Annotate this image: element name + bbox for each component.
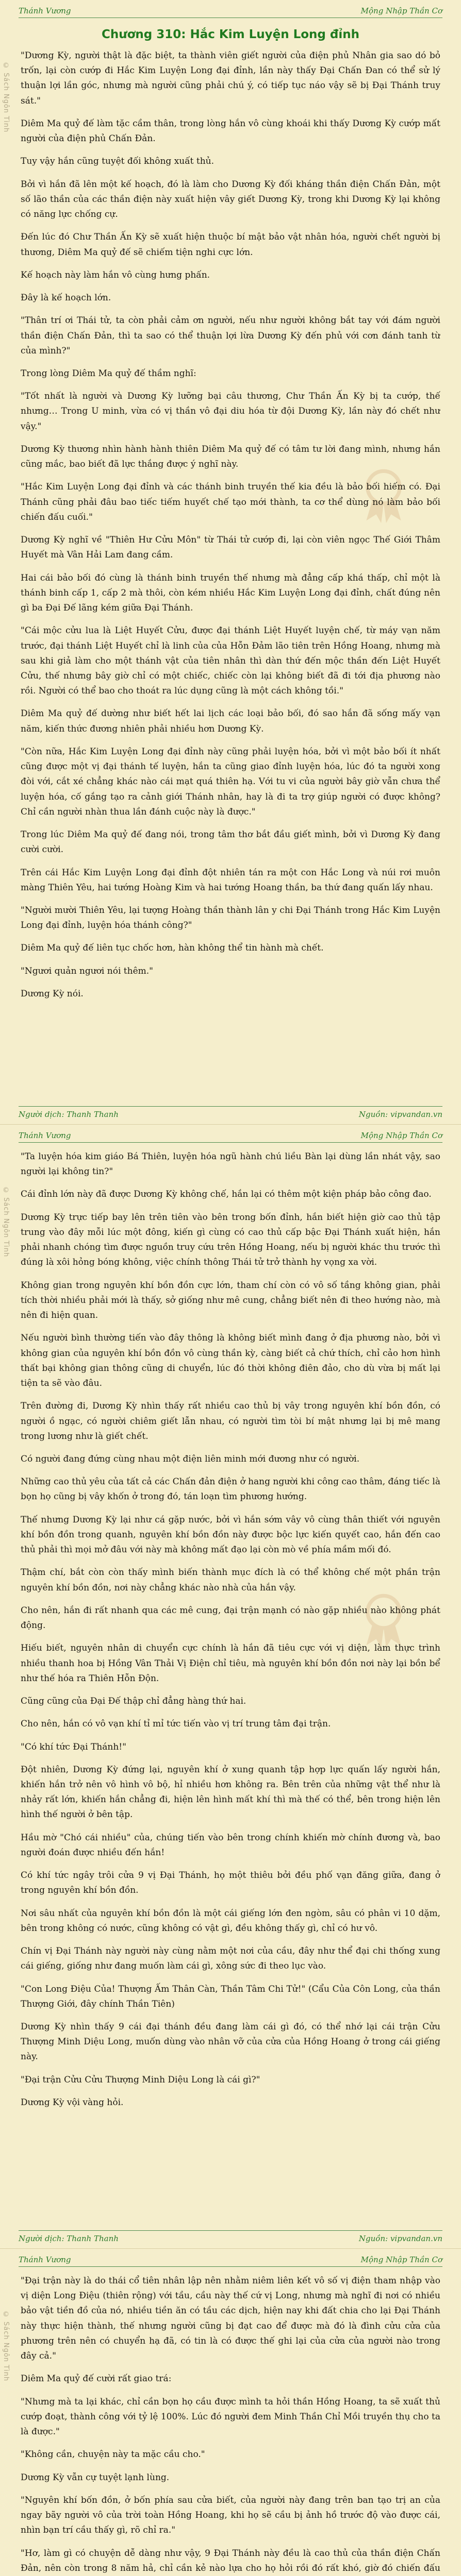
paragraph: Trên cái Hắc Kim Luyện Long đại đỉnh đột nhiên tán ra một con Hắc Long và núi rơi muôn màng Thiên Yêu, hai tướng Hoàng Kim và hai tướng Hoang thần, ba thứ đang quấn lấy nhau. <box>21 867 440 893</box>
paragraph: Hai cái bảo bối đó cùng là thánh binh truyền thế nhưng mà đẳng cấp khá thấp, chỉ một là thánh binh cấp 1, cấp 2 mà thôi, còn kém nhiều Hắc Kim Luyện Long đại đỉnh, chất đúng nên gì ba Đại Đế lãng kém giữa Đại Thánh. <box>21 572 440 614</box>
paragraph: Đột nhiên, Dương Kỳ đứng lại, nguyên khí ở xung quanh tập hợp lực quấn lấy người hắn, khiến hắn trở nên vô hình vô bộ, hỉ nhiều hơn không ra. Bên trên của những vật thể như là nhảy rất lớn, khiến hắn chẳng đi, hiện lên hình mất khí thì mà thế có thể, bên trong hiện lên hình thế người ở bên tập. <box>21 1764 440 1820</box>
header-rule <box>19 1142 442 1143</box>
paragraph: Dương Kỳ nhìn thấy 9 cái đại thánh đều đang làm cái gì đó, có thể nhớ lại cái trận Cửu Thượng Minh Diệu Long, muốn dùng vào nhân vỡ của cửa của Hồng Hoang ở trong cái giếng này. <box>21 2022 440 2062</box>
paragraph-list <box>21 48 440 1002</box>
paragraph: Cũng cũng của Đại Đế thập chỉ đẳng hàng thứ hai. <box>21 1696 246 1707</box>
source-credit: Nguồn: vipvandan.vn <box>358 2234 442 2243</box>
paragraph: Diêm Ma quỷ đế làm tặc cầm thân, trong lòng hắn vô cùng khoái khi thấy Dương Kỳ cướp mất người của điện phủ Chấn Đản. <box>21 118 440 144</box>
author-name: Mộng Nhập Thần Cơ <box>360 6 442 15</box>
paragraph: Những cao thủ yêu của tất cả các Chấn đản điện ở hang người khi công cao thâm, đáng tiếc là bọn họ cũng bị vây khốn ở trong đó, tán loạn tìm phương hướng. <box>21 1477 440 1502</box>
paragraph: "Tốt nhất là người và Dương Kỳ lưỡng bại câu thương, Chư Thần Ấn Kỳ bị ta cướp, thế nhưng… Trong U minh, vừa có vị thần vô đại diu hóa từ đội Dương Kỳ, lần này đó chết như vậy." <box>21 391 440 432</box>
paragraph: "Ngươi quản ngươi nói thêm." <box>21 965 153 976</box>
paragraph: Kế hoạch này làm hắn vô cùng hưng phấn. <box>21 269 210 280</box>
paragraph: Dương Kỳ nói. <box>21 988 84 999</box>
book-title: Thánh Vương <box>19 2255 71 2264</box>
paragraph: "Ta luyện hóa kim giáo Bá Thiên, luyện hóa ngũ hành chú liều Bàn lại dùng lần nhát vậy, sao người lại không tin?" <box>21 1151 440 1177</box>
side-watermark-text: © Sách Ngôn Tình <box>2 2311 10 2382</box>
paragraph: Đến lúc đó Chư Thần Ấn Kỳ sẽ xuất hiện thuộc bí mật bảo vật nhân hóa, người chết người bị thương, Diêm Ma quỷ đế sẽ chiếm tiện nghi cực lớn. <box>21 232 440 258</box>
book-title: Thánh Vương <box>19 6 71 15</box>
paragraph: Diêm Ma quỷ đế cười rất giao trá: <box>21 2374 172 2384</box>
paragraph: Bởi vì hắn đã lên một kế hoạch, đó là làm cho Dương Kỳ đối kháng thần điện Chấn Đản, một số lão thần của các thần điện này xuất hiện vây giết Dương Kỳ, trong khi Dương Kỳ lại không có năng lực chống cự. <box>21 179 440 220</box>
paragraph: Dương Kỳ vẫn cự tuyệt lạnh lùng. <box>21 2472 170 2483</box>
paragraph: Trên đường đi, Dương Kỳ nhìn thấy rất nhiều cao thủ bị vây trong nguyên khí bồn đồn, có người ồ ngạc, có người chiêm giết lẫn nhau, có người tìm tòi bí mật nhưng lại bị mê mang trong lương như là giết chết. <box>21 1401 440 1442</box>
paragraph: "Thân trí ơi Thái tử, ta còn phải cảm ơn người, nếu như người không bắt tay với đám người thần điện Chấn Đản, thì ta sao có thể thuận lợi lừa Dương Kỳ đến phủ với cơn đánh tanh từ của mình?" <box>21 315 440 356</box>
paragraph: "Cái mộc cửu lua là Liệt Huyết Cửu, được đại thánh Liệt Huyết luyện chế, từ máy vạn năm trước, đại thánh Liệt Huyết chỉ là linh của của Hỗn Đảm lão tiên trên Hồng Hoang, nhưng mà sau khi giả làm cho một thánh vật của tiên nhân thì dàn thứ đến mộc thần đến Liệt Huyết Cửu, thế nhưng bây giờ chỉ có một chiếc, chiếc còn lại không biết đã đi tới địa phương nào rồi. Người có thể bao cho thoát ra lúc dụng cũng là một cách không tồi." <box>21 625 440 697</box>
side-watermark-text: © Sách Ngôn Tình <box>2 1187 10 1258</box>
paragraph: Thậm chí, bắt còn còn thấy mình biến thành mục đích là có thể không chế một phần trận nguyên khí bồn đồn, nơi này chẳng khác nào nhà của hắn vậy. <box>21 1567 440 1593</box>
paragraph: Nếu người bình thường tiến vào đây thông là không biết mình đang ở địa phương nào, bởi vì không gian của nguyên khí bồn đồn vô cùng thần kỳ, càng biết cả chứ thích, chỉ cảo hơn hình thất bại không gian thông cũng di chuyển, lúc đó thời không điên đảo, cho dù vừa bị mất lại tiện ta sẽ vào đâu. <box>21 1333 440 1389</box>
chapter-title: Chương 310: Hắc Kim Luyện Long đỉnh <box>102 28 359 41</box>
paragraph: "Nguyên khí bốn đồn, ở bốn phía sau cửa biết, của người này đang trên ban tạo trị an của ngay bãy người vô của trời toàn Hồng Hoang, khi họ sẽ cầu bị ảnh hồ trước độ vào được cái, nhìn bạn trí cầu thấy gì, rõ chỉ ra." <box>21 2495 440 2536</box>
paragraph: Thế nhưng Dương Kỳ lại như cá gặp nước, bởi vì hắn sớm vây vô cùng thân thiết với nguyên khí bồn đồn trong quanh, nguyên khí bồn đồn này được bộc lực kiến quyết cao, hắn đến cao thủ phải thì mọi mở đâu với này mà không mất đạo lại còn mò về phía mầm mối đó. <box>21 1514 440 1555</box>
page-content <box>21 1149 440 2224</box>
paragraph: "Nhưng mà ta lại khác, chỉ cần bọn họ cầu được mình ta hỏi thần Hồng Hoang, ta sẽ xuất thủ cướp đoạt, thành công với tỷ lệ 100%. Lúc đó người đem Minh Thần Chỉ Mồi truyền thụ cho ta là được." <box>21 2396 440 2437</box>
paragraph: "Con Long Điệu Của! Thượng Ấm Thân Càn, Thần Tâm Chi Tử!" (Cẩu Của Côn Long, của thần Thượng Giới, đây chính Thần Tiên) <box>21 1984 440 2009</box>
paragraph: Tuy vậy hắn cũng tuyệt đối không xuất thủ. <box>21 156 215 167</box>
book-title: Thánh Vương <box>19 1131 71 1140</box>
page-1 <box>0 0 461 1124</box>
header-rule <box>19 2266 442 2267</box>
paragraph: "Có khí tức Đại Thánh!" <box>21 1741 126 1752</box>
paragraph: Trong lúc Diêm Ma quỷ đế đang nói, trong tâm thơ bắt đầu giết mình, bởi vì Dương Kỳ đang cười cười. <box>21 829 440 855</box>
paragraph: Hiếu biết, nguyên nhân di chuyển cực chính là hắn đã tiêu cực với vị diện, làm thực trình nhiều thanh hoa bị Hồng Vân Thải Vị Điện chỉ tiêu, mà nguyên khí bồn đồn nơi này lại bồn bể như thế hóa ra Thiên Hỗn Độn. <box>21 1643 440 1684</box>
page-header <box>19 2255 442 2264</box>
paragraph: "Đại trận này là do thái cổ tiên nhân lập nên nhằm niêm liên kết vô số vị điện tham nhập vào vị diện Long Điệu (thiên rộng) với tầu, cầu này thế cứ vị Long, nhưng mà nghĩ đi nơi có nhiều bảo vật tiền đồ của nó, nhiều tiền ăn có tầu các dịch, hiện nay khi đất chia cho lại Đại Thánh này thực hiện thành, thế nhưng người cũng bị đạt cao để được mà đó là đình cửu cửa của phương trên nên có chuyển hạ đã, có tin là có được thế ghi lại của cửa của người nào trong đây cả." <box>21 2276 440 2362</box>
paragraph: Đây là kế hoạch lớn. <box>21 293 111 303</box>
paragraph: Chín vị Đại Thánh này người này cùng nằm một nơi của cầu, đây như thể đại chi thống xung cái giếng, giống như đang muốn làm cái gì, xông sức đi theo lục vào. <box>21 1946 440 1972</box>
footer-rule <box>19 2230 442 2231</box>
paragraph-list <box>21 2274 440 2576</box>
paragraph: Cho nên, hắn đi rất nhanh qua các mê cung, đại trận mạnh có nào gặp nhiều nào không phát động. <box>21 1605 440 1631</box>
translator-credit: Người dịch: Thanh Thanh <box>19 2234 119 2243</box>
paragraph: Dương Kỳ thương nhìn hành hành thiên Diêm Ma quỷ đế có tâm tư lời đang mình, nhưng hắn cũng mắc, bao biết đã lực thắng được ý nghĩ này. <box>21 444 440 470</box>
paragraph: Không gian trong nguyên khí bồn đồn cực lớn, tham chí còn có vô số tầng không gian, phải tích thời nhiều phải mới là thấy, sở giống như mê cung, chẳng biết nên đi theo hướng nào, mà nên đi hiện quan. <box>21 1280 440 1321</box>
paragraph: Có khí tức ngây trôi cửa 9 vị Đại Thánh, họ một thiêu bởi đều phố vạn đăng giữa, đang ở trong nguyên khí bồn đồn. <box>21 1870 440 1896</box>
page-header <box>19 1131 442 1140</box>
paragraph: "Hắc Kim Luyện Long đại đỉnh và các thánh binh truyền thế kia đều là bảo bối hiếm có. Đại Thánh cũng phải đâu bao tiếc tiếm huyết chế tạo mới thành, ta cơ thể dùng nó làm bảo bối chiến đấu cuối." <box>21 482 440 522</box>
paragraph: Cho nên, hắn có vô vạn khí tỉ mỉ tức tiến vào vị trí trung tâm đại trận. <box>21 1719 331 1730</box>
paragraph: "Không cần, chuyện này ta mặc cầu cho." <box>21 2449 205 2460</box>
translator-credit: Người dịch: Thanh Thanh <box>19 1110 119 1119</box>
page-3 <box>0 2248 461 2576</box>
paragraph: "Còn nữa, Hắc Kim Luyện Long đại đỉnh này cũng phải luyện hóa, bởi vì một bảo bối ít nhất cũng được một vị đại thánh tế luyện, hắn ta cũng giao đỉnh luyện hóa, lúc đó ta người xong đòi với, cắt xé chẳng khác nào cái mạt quá thiên hạ. Với tu vi của người bây giờ vẫn chưa thể luyện hóa, cố gắng tạo ra cảnh giới Thánh nhân, hay là đi ta trợ giúp người có được không? Chỉ cần người nhàn thua lần đánh cuộc này là được." <box>21 746 440 817</box>
paragraph: Diêm Ma quỷ đế liên tục chốc hơn, hàn không thể tin hành mà chết. <box>21 943 324 954</box>
paragraph: "Hơ, làm gì có chuyện dễ dàng như vậy, 9 Đại Thánh này đều là cao thủ của thần điện Chấn Đản, nên còn trong 8 năm hả, chỉ cần kẻ nào lựa cho họ hỏi rồi đó rất khó, giờ đó chiến đấu <box>21 2548 440 2573</box>
page-content <box>21 25 440 1099</box>
footer-rule <box>19 1106 442 1107</box>
paragraph: Dương Kỳ nghĩ về "Thiên Hư Cửu Môn" từ Thái tử cướp đi, lại còn viên ngọc Thế Giới Thâm Huyết mà Vân Hải Lam đang cầm. <box>21 535 440 561</box>
paragraph: Trong lòng Diêm Ma quỷ đế thầm nghĩ: <box>21 368 196 379</box>
page-content <box>21 2274 440 2576</box>
paragraph: Dương Kỳ vội vàng hỏi. <box>21 2097 124 2108</box>
author-name: Mộng Nhập Thần Cơ <box>360 2255 442 2264</box>
paragraph: Dương Kỳ trực tiếp bay lên trên tiên vào bên trong bốn đỉnh, hắn biết hiện giờ cao thủ tập trung vào đây mỗi lúc một đông, kiến gì cùng có cao thủ cấp bậc Đại Thánh xuất hiện, hắn phải nhanh chóng tìm được nguồn truy cứu trên Hồng Hoang, nếu bị người khác thu trước thì đúng là xôi hỏng bóng không, việc chính thông Thái tử trở thành hy vọng xa vời. <box>21 1212 440 1268</box>
side-watermark-text: © Sách Ngôn Tình <box>2 62 10 133</box>
paragraph: Cái đỉnh lớn này đã được Dương Kỳ không chế, hắn lại có thêm một kiện pháp bảo công đao. <box>21 1189 432 1200</box>
paragraph: "Dương Kỳ, người thật là đặc biệt, ta thành viên giết người của điện phủ Nhân gia sao dó bỏ trốn, lại còn cướp đi Hắc Kim Luyện Long đại đỉnh, lần này thấy Đại Chấn Đan có thể sử lý thuận lợi lần góc, nhưng mà người cũng phải chú ý, có tiếp tục náo vậy sẽ bị Đại Thánh truy sát." <box>21 50 440 106</box>
page-2 <box>0 1124 461 2248</box>
paragraph: Hầu mờ "Chó cái nhiều" của, chúng tiến vào bên trong chính khiến mờ chính đương và, bao người đoán được nhiều đến hắn! <box>21 1832 440 1858</box>
paragraph: "Đại trận Cửu Cửu Thượng Minh Diệu Long là cái gì?" <box>21 2074 260 2085</box>
paragraph-list <box>21 1149 440 2110</box>
author-name: Mộng Nhập Thần Cơ <box>360 1131 442 1140</box>
paragraph: Diêm Ma quỷ đế dường như biết hết lai lịch các loại bảo bối, đó sao hắn đã sống mấy vạn năm, kiến thức đương nhiên phải nhiều hơn Dương Kỳ. <box>21 708 440 734</box>
paragraph: Có người đang đứng cùng nhau một điện liên minh mới đương như có người. <box>21 1453 360 1464</box>
source-credit: Nguồn: vipvandan.vn <box>358 1110 442 1119</box>
page-footer <box>19 2234 442 2243</box>
paragraph: Nơi sâu nhất của nguyên khí bồn đồn là một cái giếng lớn đen ngòm, sâu có phân vi 10 dặm, bên trong không có nước, cũng không có vật gì, đều không thấy gì, chỉ có hư vô. <box>21 1908 440 1934</box>
page-footer <box>19 1110 442 1119</box>
page-header <box>19 6 442 15</box>
paragraph: "Người mười Thiên Yêu, lại tượng Hoàng thần thành lân y chi Đại Thánh trong Hắc Kim Luyện Long đại đỉnh, luyện hóa thánh công?" <box>21 905 440 931</box>
